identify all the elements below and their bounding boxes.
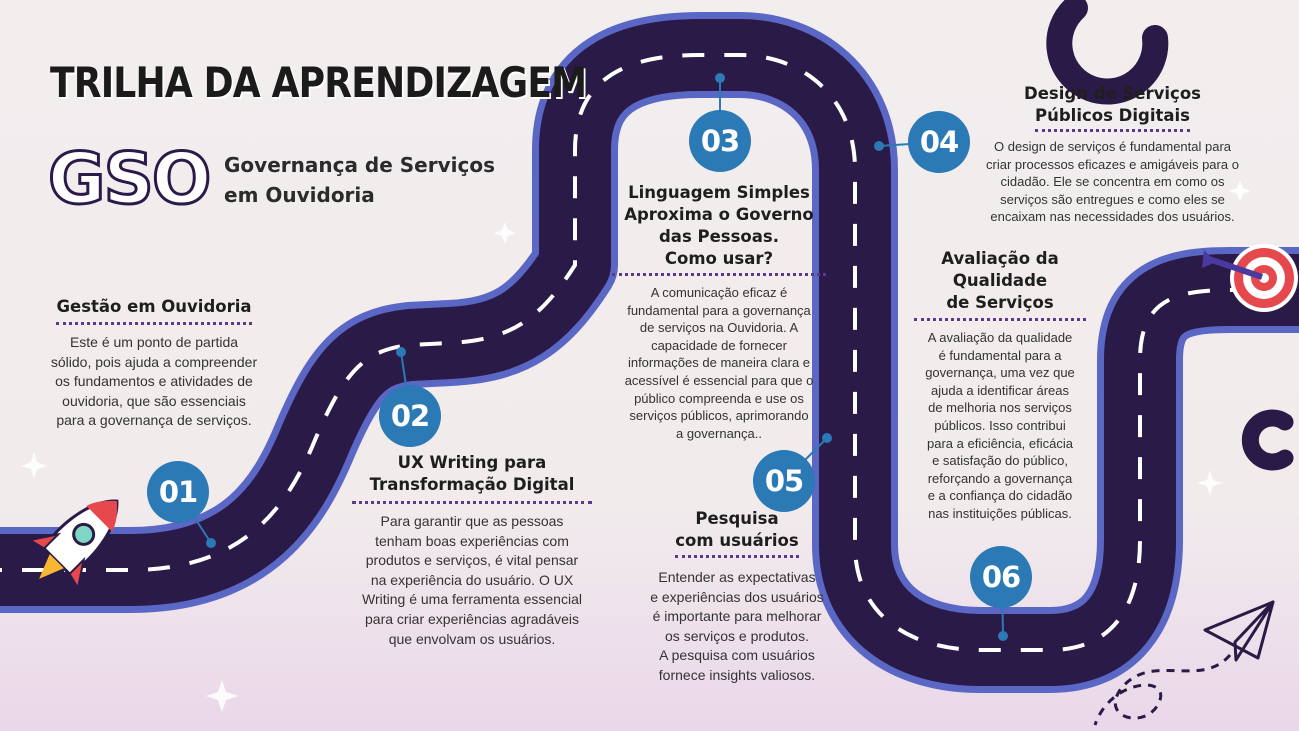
step-03-heading-line: das Pessoas. <box>659 227 779 246</box>
step-06-line: de melhoria nos serviços <box>928 400 1072 416</box>
step-03 <box>612 182 826 442</box>
step-03-line: capacidade de fornecer <box>651 337 787 353</box>
step-02-line: Para garantir que as pessoas <box>380 513 564 529</box>
step-03-heading-line: Aproxima o Governo <box>624 205 814 224</box>
step-04-line: encaixam nas necessidades dos usuários. <box>990 209 1235 225</box>
step-05-line: e experiências dos usuários <box>650 588 824 605</box>
step-06-line: governança, uma vez que <box>925 365 1075 381</box>
step-04 <box>970 83 1255 226</box>
step-05 <box>632 508 842 686</box>
step-06-line: ajuda a identificar áreas <box>930 382 1070 398</box>
step-04-heading-line: Design de Serviços <box>1024 84 1201 103</box>
step-06-line: públicos. Isso contribui <box>934 417 1066 433</box>
step-06 <box>914 248 1086 523</box>
step-02-line: que envolvam os usuários. <box>388 630 556 647</box>
step-06-line: e a confiança do cidadão <box>927 488 1073 504</box>
step-06-heading-line: Qualidade <box>952 271 1048 290</box>
step-06-heading-line: de Serviços <box>946 293 1054 312</box>
step-02 <box>352 452 592 649</box>
step-05-heading <box>632 508 842 558</box>
step-03-line: acessível é essencial para que o <box>624 372 814 388</box>
step-04-heading <box>970 83 1255 132</box>
step-04-line: cidadão. Ele se concentra em como os <box>1000 174 1225 190</box>
step-01-text <box>40 333 268 431</box>
step-02-heading-line: UX Writing para <box>397 453 547 472</box>
step-04-line: serviços são entregues e como eles se <box>1000 191 1225 207</box>
page-title: TRILHA DA APRENDIZAGEM <box>50 58 587 107</box>
step-05-text <box>632 568 842 686</box>
step-01-line: ouvidoria, que são essenciais <box>62 392 246 409</box>
step-03-line: público compreenda e use os <box>634 390 804 406</box>
step-05-line: é importante para melhorar <box>652 608 822 625</box>
step-marker-01: 01 <box>147 461 209 523</box>
step-05-heading-line: com usuários <box>675 530 798 558</box>
step-01-heading <box>40 296 268 325</box>
step-marker-03: 03 <box>689 110 751 172</box>
step-02-heading <box>352 452 592 504</box>
step-01-line: Este é um ponto de partida <box>69 334 239 350</box>
gso-subtitle-line2: em Ouvidoria <box>224 183 375 207</box>
step-03-heading <box>612 182 826 276</box>
step-01-line: sólido, pois ajuda a compreender <box>50 353 258 370</box>
step-03-text <box>612 284 826 442</box>
step-marker-04: 04 <box>908 111 970 173</box>
step-03-line: a governança.. <box>675 425 762 441</box>
gso-subtitle <box>224 150 495 210</box>
step-04-heading-line: Públicos Digitais <box>1035 105 1190 132</box>
step-06-line: é fundamental para a <box>938 347 1062 363</box>
step-01-line: os fundamentos e atividades de <box>55 373 253 390</box>
step-01 <box>40 296 268 431</box>
step-02-line: produtos e serviços, é vital pensar <box>365 552 579 569</box>
step-03-heading-line: Como usar? <box>612 248 826 276</box>
step-05-line: A pesquisa com usuários <box>659 647 815 664</box>
step-05-line: Entender as expectativas <box>658 569 816 585</box>
step-marker-06: 06 <box>970 546 1032 608</box>
step-06-heading-line: Avaliação da <box>941 249 1059 268</box>
step-06-line: A avaliação da qualidade <box>927 330 1073 345</box>
step-03-line: A comunicação eficaz é <box>650 285 788 300</box>
step-04-line: criar processos eficazes e amigáveis para o <box>986 156 1239 172</box>
step-02-heading-line: Transformação Digital <box>369 475 575 494</box>
step-05-line: os serviços e produtos. <box>665 627 809 644</box>
gso-logo: GSO <box>48 138 210 220</box>
decor-arc-right <box>1250 418 1285 462</box>
step-01-line: para a governança de serviços. <box>56 412 252 429</box>
step-03-line: de serviços na Ouvidoria. A <box>639 320 799 336</box>
step-03-line: informações de maneira clara e <box>627 355 811 371</box>
step-05-heading-line: Pesquisa <box>695 509 779 528</box>
step-02-line: tenham boas experiências com <box>375 532 569 549</box>
step-marker-02: 02 <box>379 385 441 447</box>
step-02-line: para criar experiências agradáveis <box>365 610 579 627</box>
step-06-line: nas instituições públicas. <box>928 505 1072 521</box>
step-03-line: fundamental para a governança <box>627 302 811 318</box>
step-06-line: para a eficiência, eficácia <box>927 435 1073 451</box>
step-04-line: O design de serviços é fundamental para <box>993 139 1232 154</box>
step-02-line: Writing é uma ferramenta essencial <box>362 591 582 608</box>
step-06-text <box>914 329 1086 523</box>
step-06-heading <box>914 248 1086 321</box>
gso-subtitle-line1: Governança de Serviços <box>224 153 495 177</box>
step-06-line: e satisfação do público, <box>932 453 1068 469</box>
step-marker-05: 05 <box>753 450 815 512</box>
step-03-line: serviços públicos, aprimorando <box>629 408 809 424</box>
step-04-text <box>970 138 1255 226</box>
decor-arc-top <box>1059 8 1155 91</box>
step-01-heading-text: Gestão em Ouvidoria <box>56 296 251 325</box>
step-02-text <box>352 512 592 649</box>
step-06-line: reforçando a governança <box>927 470 1073 486</box>
step-05-line: fornece insights valiosos. <box>658 666 816 683</box>
step-02-line: na experiência do usuário. O UX <box>370 571 574 588</box>
step-03-heading-line: Linguagem Simples <box>628 183 810 202</box>
